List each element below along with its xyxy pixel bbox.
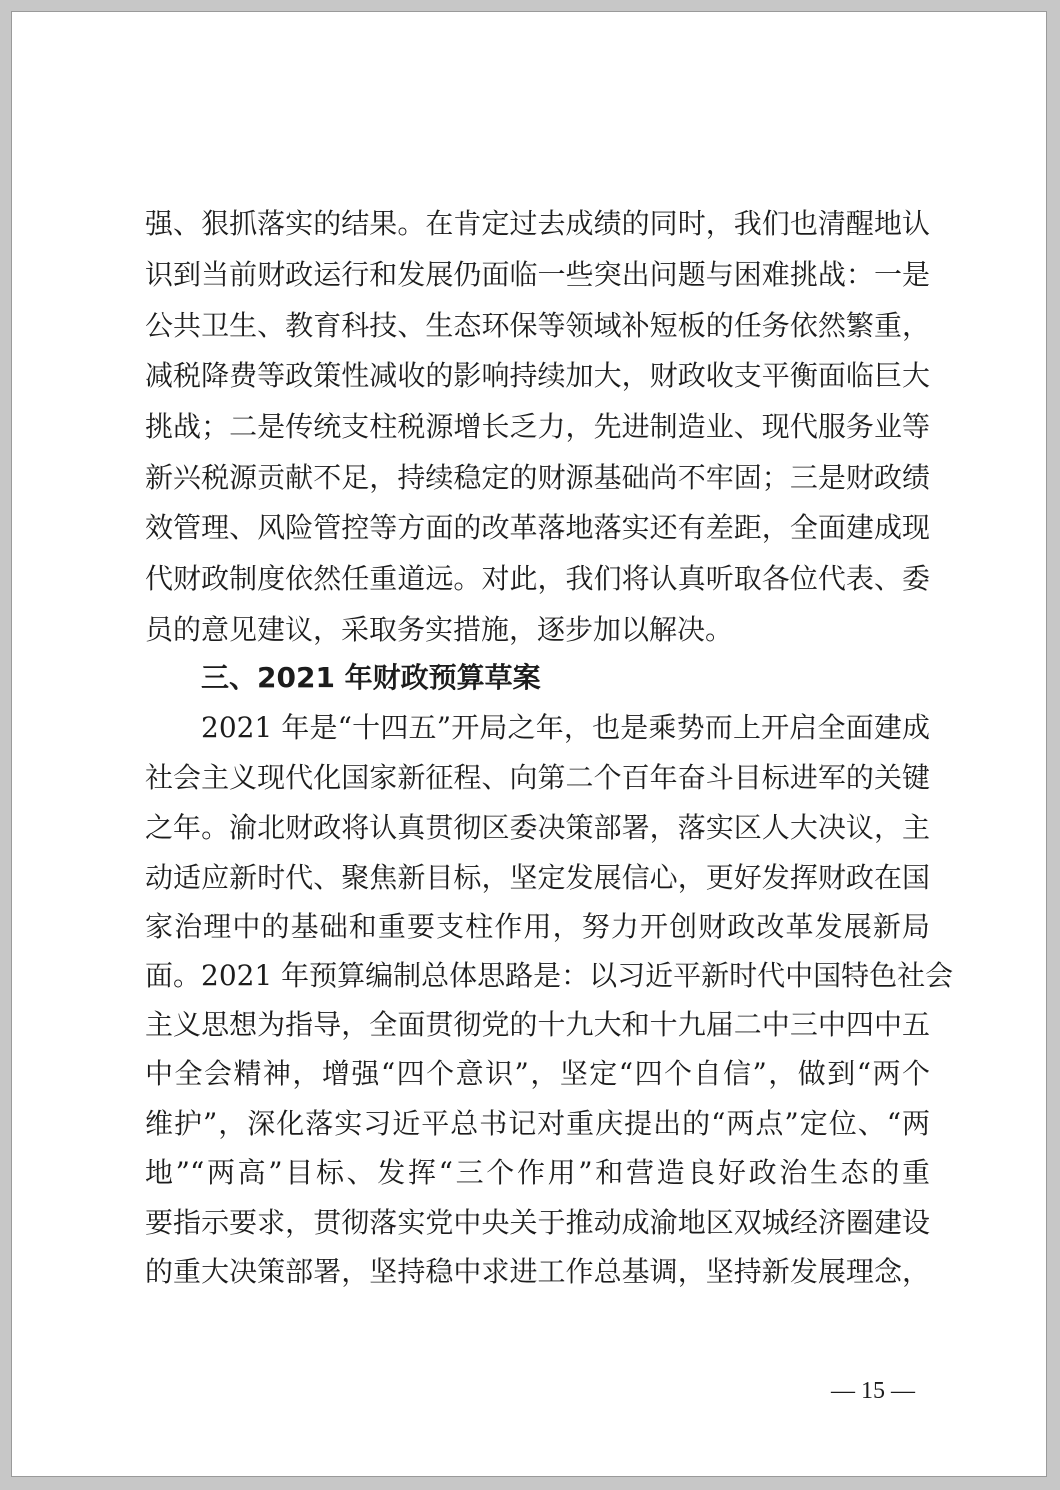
body-line-10: 2021 年是“十四五”开局之年，也是乘势而上开启全面建成 <box>201 711 930 744</box>
body-line-19: 地”“两高”目标、发挥“三个作用”和营造良好政治生态的重 <box>145 1156 930 1189</box>
body-line-6: 新兴税源贡献不足，持续稳定的财源基础尚不牢固；三是财政绩 <box>145 461 930 494</box>
body-line-20: 要指示要求，贯彻落实党中央关于推动成渝地区双城经济圈建设 <box>145 1206 930 1239</box>
body-line-4: 减税降费等政策性减收的影响持续加大，财政收支平衡面临巨大 <box>145 359 930 392</box>
body-line-2: 识到当前财政运行和发展仍面临一些突出问题与困难挑战：一是 <box>145 258 930 291</box>
body-line-11: 社会主义现代化国家新征程、向第二个百年奋斗目标进军的关键 <box>145 761 930 794</box>
body-line-1: 强、狠抓落实的结果。在肯定过去成绩的同时，我们也清醒地认 <box>145 207 930 240</box>
body-line-18: 维护”，深化落实习近平总书记对重庆提出的“两点”定位、“两 <box>145 1107 930 1140</box>
body-line-9: 员的意见建议，采取务实措施，逐步加以解决。 <box>145 613 734 646</box>
body-line-3: 公共卫生、教育科技、生态环保等领域补短板的任务依然繁重， <box>145 309 930 342</box>
body-line-17: 中全会精神，增强“四个意识”，坚定“四个自信”，做到“两个 <box>145 1057 930 1090</box>
body-line-13: 动适应新时代、聚焦新目标，坚定发展信心，更好发挥财政在国 <box>145 861 930 894</box>
body-line-8: 代财政制度依然任重道远。对此，我们将认真听取各位代表、委 <box>145 562 930 595</box>
page-number: — 15 — <box>831 1378 915 1404</box>
document-page <box>11 11 1047 1477</box>
body-line-14: 家治理中的基础和重要支柱作用，努力开创财政改革发展新局 <box>145 910 930 943</box>
body-line-16: 主义思想为指导，全面贯彻党的十九大和十九届二中三中四中五 <box>145 1008 930 1041</box>
section-heading: 三、2021 年财政预算草案 <box>201 661 541 694</box>
body-line-5: 挑战；二是传统支柱税源增长乏力，先进制造业、现代服务业等 <box>145 410 930 443</box>
body-line-21: 的重大决策部署，坚持稳中求进工作总基调，坚持新发展理念， <box>145 1255 930 1288</box>
body-line-15: 面。2021 年预算编制总体思路是：以习近平新时代中国特色社会 <box>145 959 954 992</box>
body-line-7: 效管理、风险管控等方面的改革落地落实还有差距，全面建成现 <box>145 511 930 544</box>
body-line-12: 之年。渝北财政将认真贯彻区委决策部署，落实区人大决议，主 <box>145 811 930 844</box>
